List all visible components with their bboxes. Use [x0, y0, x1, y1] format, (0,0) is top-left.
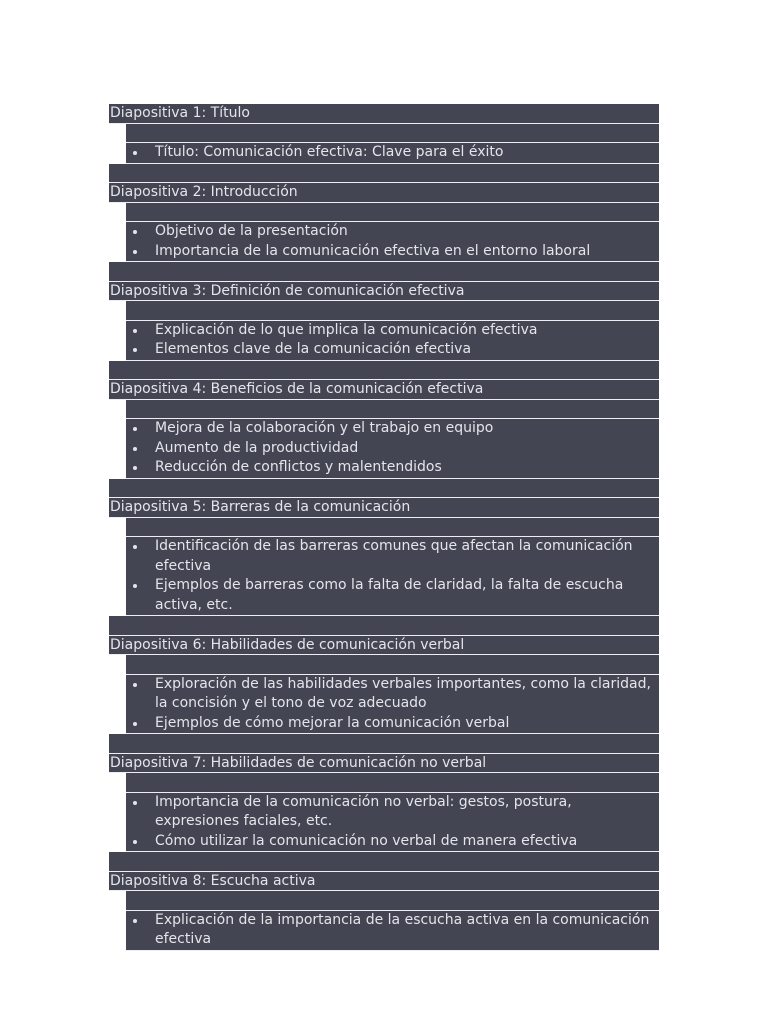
bullet-item: Ejemplos de barreras como la falta de claridad, la falta de escucha activa, etc. — [126, 576, 659, 615]
bullet-list — [126, 675, 659, 735]
slide-heading: Diapositiva 2: Introducción — [109, 183, 659, 203]
gap-bar — [109, 361, 659, 381]
gap-bar — [109, 164, 659, 184]
spacer-bar — [126, 655, 659, 675]
bullet-item: Aumento de la productividad — [126, 439, 659, 459]
bullet-item: Objetivo de la presentación — [126, 222, 659, 242]
bullet-item: Explicación de la importancia de la escucha activa en la comunicación efectiva — [126, 911, 659, 950]
spacer-bar — [126, 301, 659, 321]
bullet-item: Título: Comunicación efectiva: Clave para el éxito — [126, 143, 659, 163]
slide-heading: Diapositiva 7: Habilidades de comunicación no verbal — [109, 754, 659, 774]
spacer-bar — [126, 203, 659, 223]
bullet-list — [126, 143, 659, 164]
bullet-item: Exploración de las habilidades verbales importantes, como la claridad, la concisión y el tono de voz adecuado — [126, 675, 659, 714]
gap-bar — [109, 616, 659, 636]
slide-heading: Diapositiva 1: Título — [109, 104, 659, 124]
gap-bar — [109, 479, 659, 499]
gap-bar — [109, 852, 659, 872]
slide-heading: Diapositiva 3: Definición de comunicación efectiva — [109, 282, 659, 302]
bullet-item: Mejora de la colaboración y el trabajo en equipo — [126, 419, 659, 439]
bullet-list — [126, 911, 659, 951]
spacer-bar — [126, 773, 659, 793]
bullet-list — [126, 321, 659, 361]
spacer-bar — [126, 124, 659, 144]
spacer-bar — [126, 891, 659, 911]
bullet-item: Ejemplos de cómo mejorar la comunicación verbal — [126, 714, 659, 734]
bullet-item: Reducción de conflictos y malentendidos — [126, 458, 659, 478]
bullet-item: Explicación de lo que implica la comunicación efectiva — [126, 321, 659, 341]
bullet-item: Importancia de la comunicación efectiva en el entorno laboral — [126, 242, 659, 262]
gap-bar — [109, 734, 659, 754]
slide-heading: Diapositiva 5: Barreras de la comunicación — [109, 498, 659, 518]
bullet-list — [126, 793, 659, 853]
bullet-list — [126, 222, 659, 262]
document-outline — [109, 104, 659, 951]
bullet-list — [126, 419, 659, 479]
bullet-item: Cómo utilizar la comunicación no verbal de manera efectiva — [126, 832, 659, 852]
spacer-bar — [126, 400, 659, 420]
bullet-item: Identificación de las barreras comunes que afectan la comunicación efectiva — [126, 537, 659, 576]
bullet-item: Importancia de la comunicación no verbal: gestos, postura, expresiones faciales, etc. — [126, 793, 659, 832]
spacer-bar — [126, 518, 659, 538]
bullet-item: Elementos clave de la comunicación efectiva — [126, 340, 659, 360]
slide-heading: Diapositiva 8: Escucha activa — [109, 872, 659, 892]
gap-bar — [109, 262, 659, 282]
slide-heading: Diapositiva 6: Habilidades de comunicación verbal — [109, 636, 659, 656]
slide-heading: Diapositiva 4: Beneficios de la comunicación efectiva — [109, 380, 659, 400]
bullet-list — [126, 537, 659, 616]
